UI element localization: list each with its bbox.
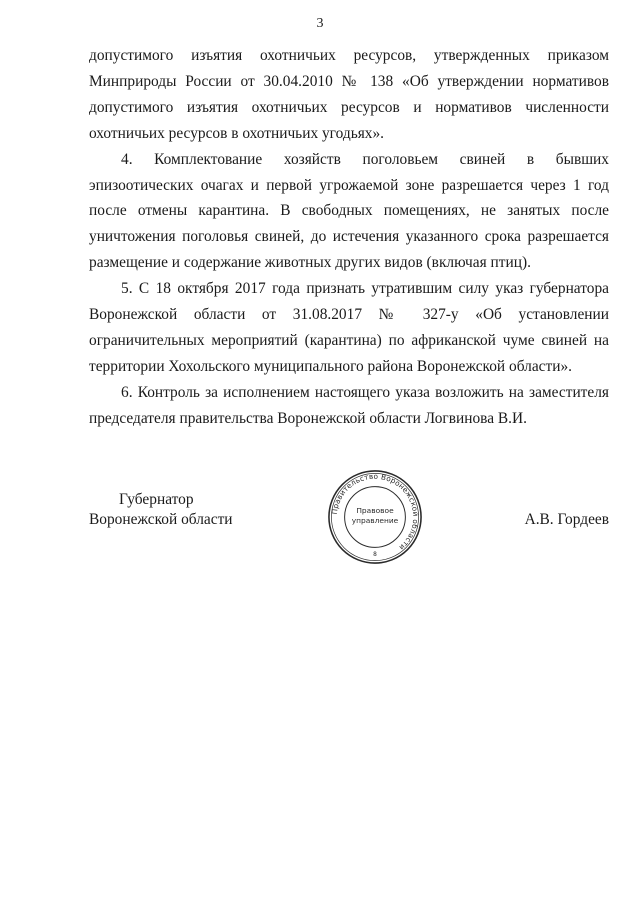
signatory-name: А.В. Гордеев [524,511,609,528]
page-number: 3 [316,16,324,31]
signatory-title: Губернатор [119,491,194,508]
document-body [89,43,609,432]
signatory-position [89,490,233,530]
paragraph-item-6: 6. Контроль за исполнением настоящего указа возложить на заместителя председателя правительства Воронежской области Логвинова В.И. [89,383,609,427]
stamp-inner-line1: Правовое [356,506,394,516]
stamp-number: 8 [373,552,377,559]
official-stamp [326,468,424,566]
paragraph-item-5: 5. С 18 октября 2017 года признать утратившим силу указ губернатора Воронежской области от 31.08.2017 № 327-у «Об установлении ограничительных мероприятий (карантина) по африканской чуме свиней на территории Хохольского муниципального района Воронежской области». [89,280,609,375]
stamp-inner-line2: управление [351,515,399,525]
paragraph-continuation: допустимого изъятия охотничьих ресурсов, утвержденных приказом Минприроды России от 30.04.2010 № 138 «Об утверждении нормативов допустимого изъятия охотничьих ресурсов и нормативов численности охотничьих ресурсов в охотничьих угодьях». [89,47,609,142]
paragraph-item-4: 4. Комплектование хозяйств поголовьем свиней в бывших эпизоотических очагах и первой угрожаемой зоне разрешается через 1 год после отмены карантина. В свободных помещениях, не занятых после уничтожения поголовья свиней, до истечения указанного срока разрешается размещение и содержание животных других видов (включая птиц). [89,150,609,272]
stamp-outer-text: Правительство Воронежской области [329,471,421,553]
signatory-region: Воронежской области [89,511,233,528]
